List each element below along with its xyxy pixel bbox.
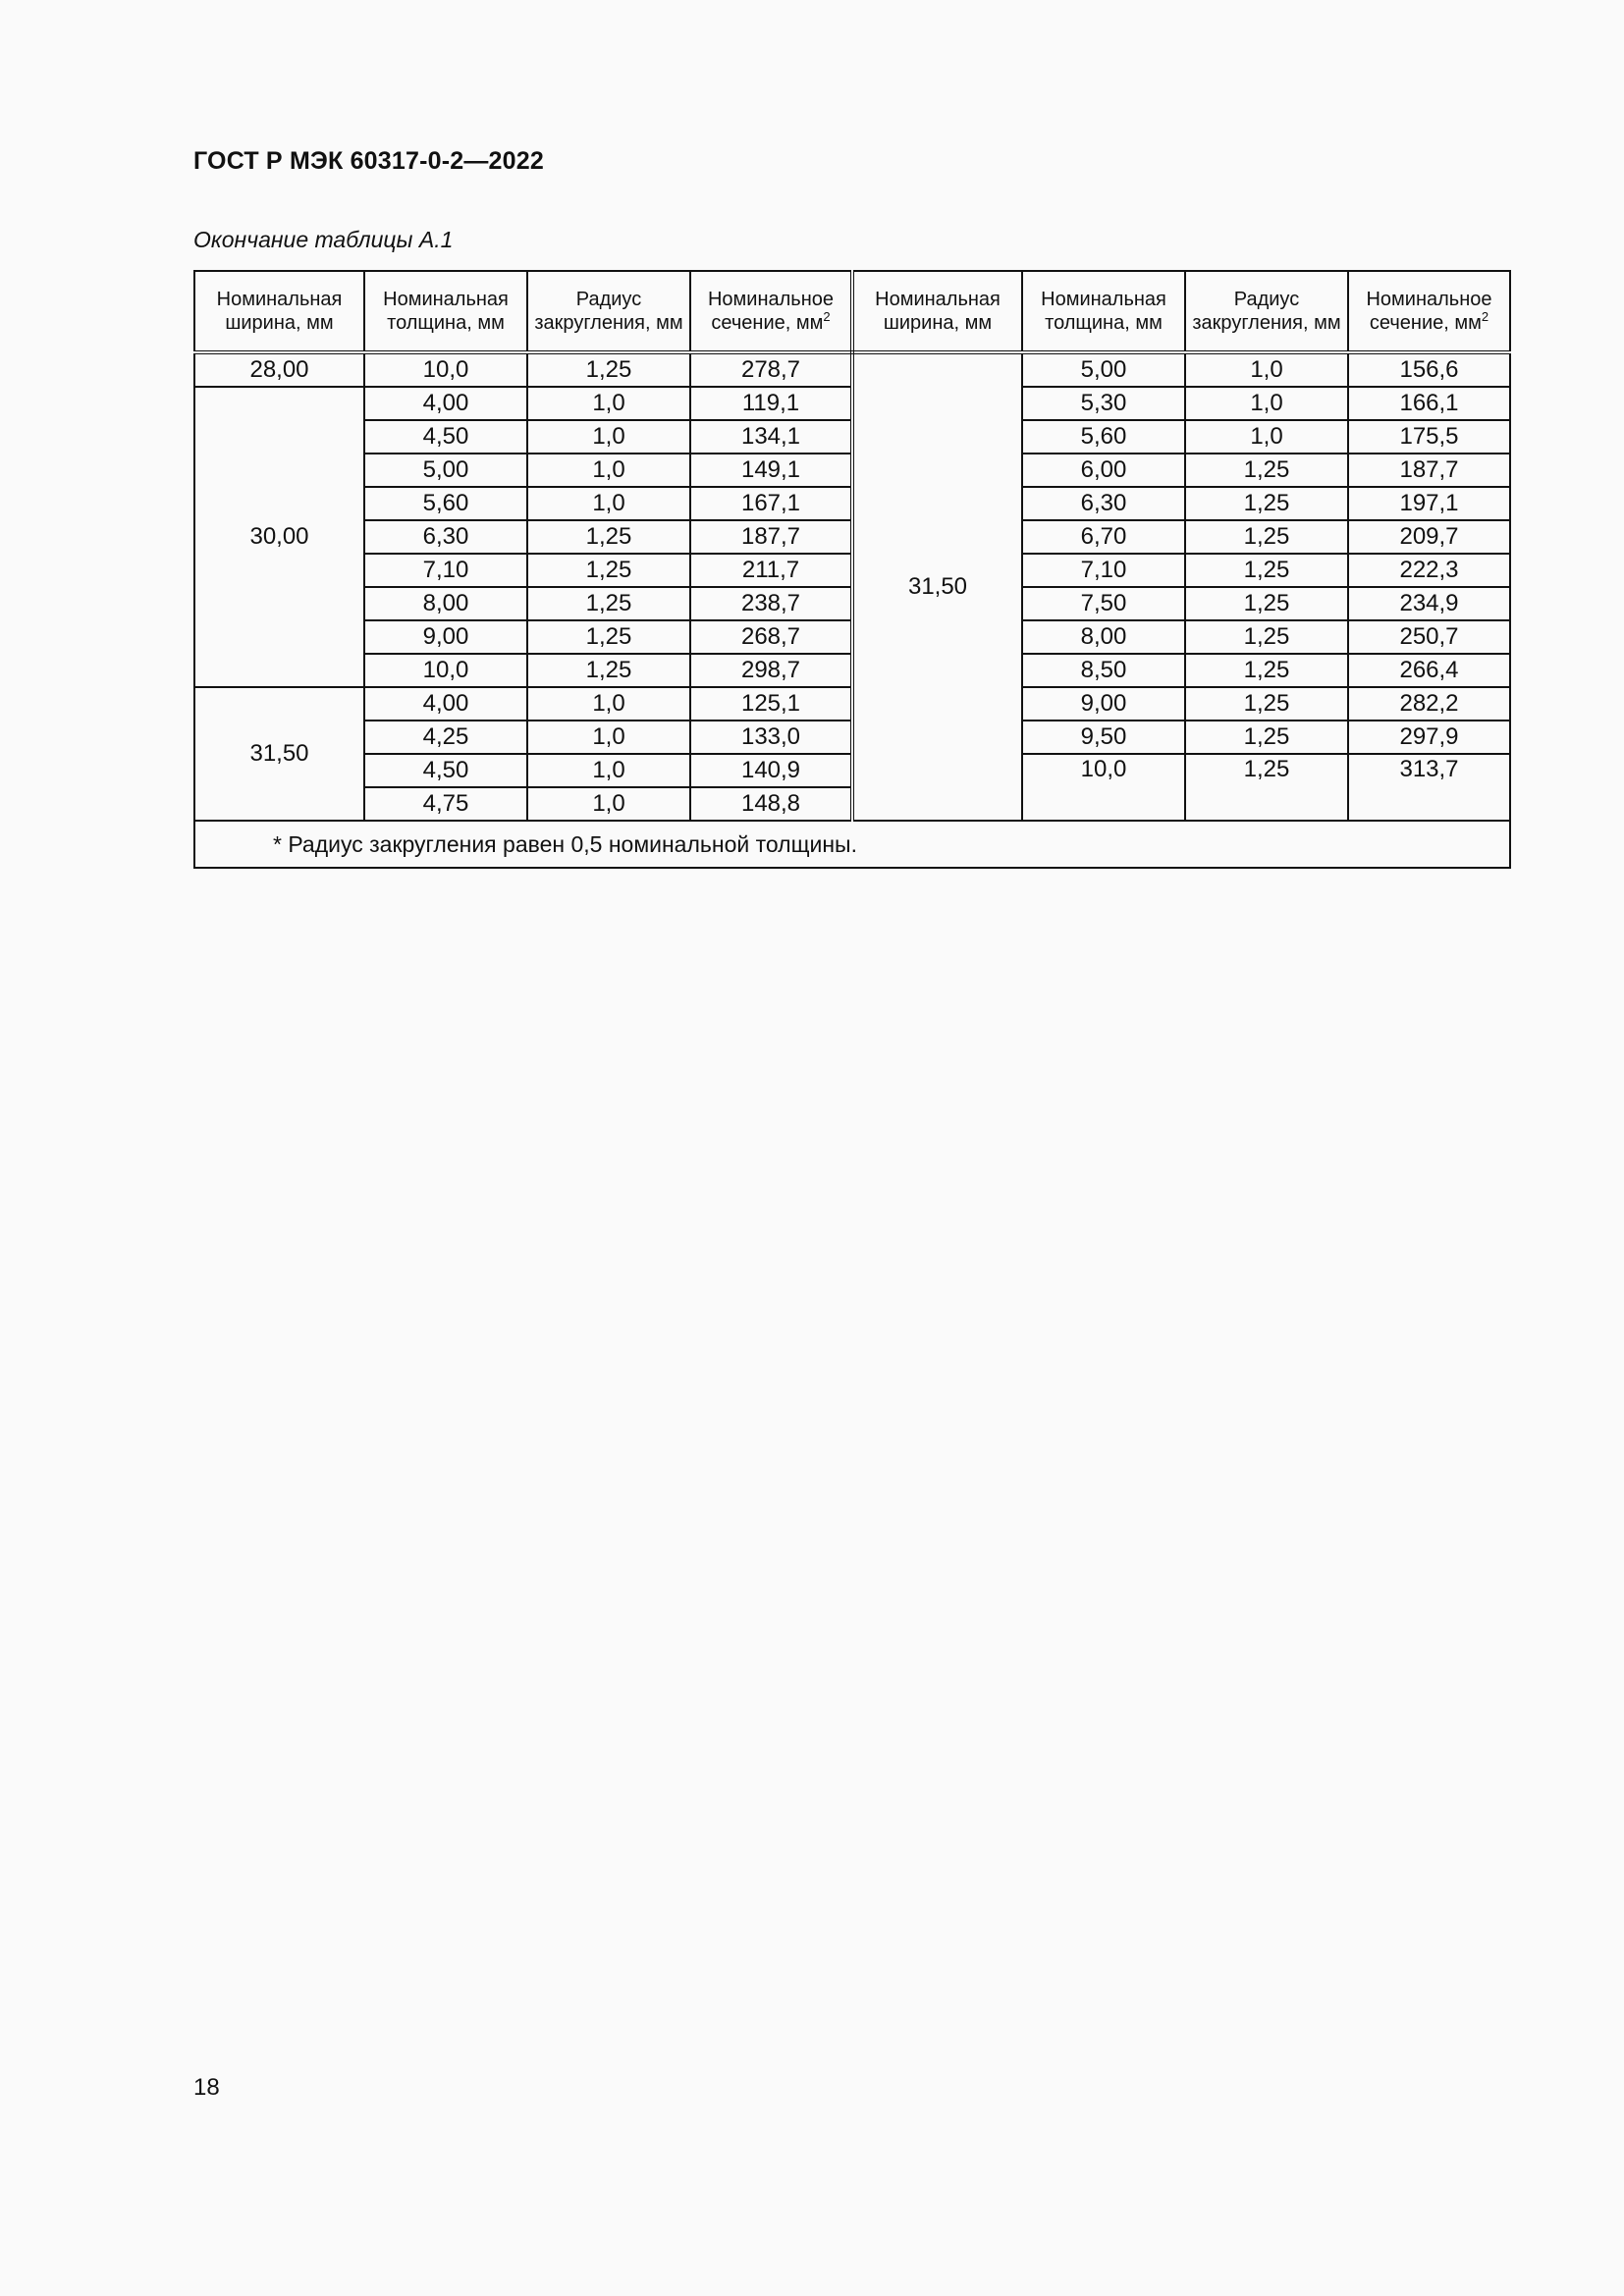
cell-thickness: 9,50: [1022, 721, 1185, 754]
cell-radius: 1,0: [527, 787, 690, 821]
col-header-section-text: Номинальное сечение, мм: [707, 289, 835, 334]
cell-section: 187,7: [1348, 454, 1510, 487]
cell-thickness: 9,00: [364, 620, 527, 654]
cell-width: 31,50: [194, 687, 364, 821]
cell-section: 156,6: [1348, 352, 1510, 387]
cell-radius: 1,0: [527, 387, 690, 420]
cell-section: 175,5: [1348, 420, 1510, 454]
cell-thickness: 6,30: [1022, 487, 1185, 520]
col-header-thickness: Номинальная толщина, мм: [364, 271, 527, 352]
cell-section: 238,7: [690, 587, 852, 620]
cell-thickness: 4,50: [364, 420, 527, 454]
cell-width: 31,50: [852, 352, 1022, 821]
cell-radius: 1,25: [1185, 520, 1348, 554]
cell-section: 313,7: [1348, 754, 1510, 821]
cell-radius: 1,25: [527, 654, 690, 687]
cell-radius: 1,25: [527, 620, 690, 654]
cell-thickness: 9,00: [1022, 687, 1185, 721]
col-header-section-sup: 2: [1481, 309, 1489, 324]
cell-radius: 1,0: [527, 487, 690, 520]
col-header-section-sup: 2: [823, 309, 831, 324]
cell-radius: 1,25: [1185, 554, 1348, 587]
cell-thickness: 5,00: [1022, 352, 1185, 387]
cell-radius: 1,25: [527, 587, 690, 620]
cell-thickness: 5,60: [364, 487, 527, 520]
cell-section: 297,9: [1348, 721, 1510, 754]
cell-section: 234,9: [1348, 587, 1510, 620]
cell-section: 125,1: [690, 687, 852, 721]
cell-thickness: 5,30: [1022, 387, 1185, 420]
cell-section: 187,7: [690, 520, 852, 554]
cell-width: 30,00: [194, 387, 364, 687]
cell-thickness: 4,25: [364, 721, 527, 754]
spec-table: [193, 270, 1511, 869]
table-body: [194, 352, 1510, 821]
cell-radius: 1,25: [1185, 654, 1348, 687]
cell-section: 149,1: [690, 454, 852, 487]
cell-radius: 1,25: [1185, 587, 1348, 620]
cell-section: 268,7: [690, 620, 852, 654]
col-header-section: [690, 271, 852, 352]
col-header-section-text: Номинальное сечение, мм: [1366, 289, 1492, 334]
table-header-row: [194, 271, 1510, 352]
table-caption: Окончание таблицы А.1: [193, 227, 454, 252]
cell-thickness: 7,10: [1022, 554, 1185, 587]
col-header-radius: Радиус закругления, мм: [527, 271, 690, 352]
cell-thickness: 8,50: [1022, 654, 1185, 687]
cell-section: 209,7: [1348, 520, 1510, 554]
cell-section: 140,9: [690, 754, 852, 787]
table-row: [194, 352, 1510, 387]
col-header-section: [1348, 271, 1510, 352]
col-header-thickness: Номинальная толщина, мм: [1022, 271, 1185, 352]
cell-radius: 1,0: [527, 687, 690, 721]
cell-radius: 1,25: [1185, 721, 1348, 754]
cell-thickness: 6,70: [1022, 520, 1185, 554]
cell-section: 211,7: [690, 554, 852, 587]
col-header-width: Номинальная ширина, мм: [852, 271, 1022, 352]
cell-thickness: 7,50: [1022, 587, 1185, 620]
cell-radius: 1,0: [527, 420, 690, 454]
cell-section: 222,3: [1348, 554, 1510, 587]
cell-radius: 1,0: [1185, 420, 1348, 454]
footnote-row: [194, 821, 1510, 868]
cell-radius: 1,0: [527, 454, 690, 487]
cell-thickness: 6,30: [364, 520, 527, 554]
cell-thickness: 4,50: [364, 754, 527, 787]
cell-radius: 1,0: [1185, 352, 1348, 387]
cell-thickness: 5,60: [1022, 420, 1185, 454]
cell-radius: 1,25: [1185, 754, 1348, 821]
cell-thickness: 8,00: [1022, 620, 1185, 654]
cell-thickness: 10,0: [1022, 754, 1185, 821]
cell-section: 282,2: [1348, 687, 1510, 721]
cell-radius: 1,0: [527, 721, 690, 754]
cell-width: 28,00: [194, 352, 364, 387]
cell-section: 133,0: [690, 721, 852, 754]
cell-section: 266,4: [1348, 654, 1510, 687]
cell-radius: 1,25: [1185, 487, 1348, 520]
page-number: 18: [193, 2074, 220, 2101]
cell-radius: 1,25: [527, 554, 690, 587]
cell-section: 119,1: [690, 387, 852, 420]
cell-thickness: 8,00: [364, 587, 527, 620]
cell-thickness: 4,00: [364, 387, 527, 420]
table-footnote: * Радиус закругления равен 0,5 номинальной толщины.: [194, 821, 1510, 868]
cell-section: 278,7: [690, 352, 852, 387]
cell-section: 148,8: [690, 787, 852, 821]
cell-radius: 1,0: [1185, 387, 1348, 420]
document-title: ГОСТ Р МЭК 60317-0-2—2022: [193, 147, 544, 175]
cell-radius: 1,25: [1185, 620, 1348, 654]
cell-thickness: 10,0: [364, 654, 527, 687]
cell-thickness: 7,10: [364, 554, 527, 587]
cell-section: 250,7: [1348, 620, 1510, 654]
cell-thickness: 10,0: [364, 352, 527, 387]
cell-radius: 1,25: [1185, 454, 1348, 487]
cell-thickness: 6,00: [1022, 454, 1185, 487]
cell-section: 134,1: [690, 420, 852, 454]
cell-thickness: 4,75: [364, 787, 527, 821]
col-header-width: Номинальная ширина, мм: [194, 271, 364, 352]
cell-radius: 1,25: [527, 352, 690, 387]
col-header-radius: Радиус закругления, мм: [1185, 271, 1348, 352]
cell-section: 167,1: [690, 487, 852, 520]
cell-section: 298,7: [690, 654, 852, 687]
cell-section: 166,1: [1348, 387, 1510, 420]
cell-thickness: 5,00: [364, 454, 527, 487]
cell-radius: 1,0: [527, 754, 690, 787]
cell-thickness: 4,00: [364, 687, 527, 721]
cell-radius: 1,25: [1185, 687, 1348, 721]
cell-section: 197,1: [1348, 487, 1510, 520]
cell-radius: 1,25: [527, 520, 690, 554]
